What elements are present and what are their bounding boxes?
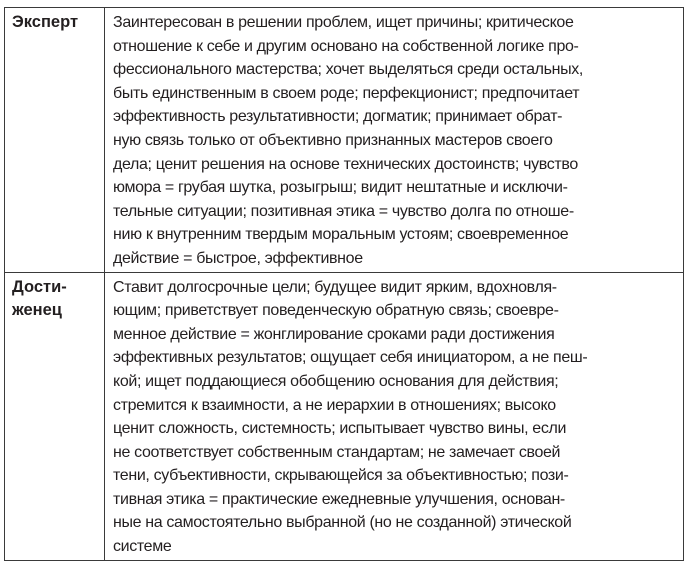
description-line: менное действие = жонглирование сроками ради достижения [113, 325, 555, 343]
description-line: дела; ценит решения на основе технических достоинств; чувство [113, 155, 578, 173]
description-line: не соответствует собственным стандартам; не замечает своей [113, 443, 561, 461]
description-line: нию к внутренним твердым моральным устоям; своевременное [113, 226, 569, 244]
description-line: ные на самостоятельно выбранной (но не созданной) этической [113, 514, 572, 532]
description-line: стремится к взаимности, а не иерархии в отношениях; высоко [113, 396, 556, 414]
description-line: Заинтересован в решении проблем, ищет причины; критическое [113, 14, 574, 31]
term-label: женец [12, 301, 62, 320]
description-line: Ставит долгосрочные цели; будущее видит ярким, вдохновля- [113, 278, 557, 296]
description-line: кой; ищет поддающиеся обобщению основания для действия; [113, 372, 559, 390]
description-line: тельные ситуации; позитивная этика = чувство долга по отноше- [113, 202, 574, 220]
description-line: эффективных результатов; ощущает себя инициатором, а не пеш- [113, 349, 588, 367]
description-line: тени, субъективности, скрывающейся за объективностью; пози- [113, 467, 569, 485]
description-line: ценит сложность, системность; испытывает чувство вины, если [113, 420, 567, 438]
description-line: тивная этика = практические ежедневные улучшения, основан- [113, 490, 565, 508]
description-cell [105, 272, 684, 560]
description-line: быть единственным в своем роде; перфекционист; предпочитает [113, 84, 580, 102]
description-line: ную связь только от объективно признанных мастеров своего [113, 131, 553, 149]
description-line: системе [113, 538, 172, 556]
description-line: фессионального мастерства; хочет выделяться среди остальных, [113, 61, 584, 79]
description-line: эффективность результативности; догматик; принимает обрат- [113, 108, 563, 126]
description-cell [105, 8, 684, 273]
term-cell [5, 272, 105, 560]
table-row-expert [5, 8, 684, 273]
description-line: юмора = грубая шутка, розыгрыш; видит нештатные и исключи- [113, 179, 568, 197]
description-line: действие = быстрое, эффективное [113, 249, 363, 267]
types-table [4, 7, 684, 561]
description-line: отношение к себе и другим основано на собственной логике про- [113, 37, 579, 55]
table-row-achiever [5, 272, 684, 560]
term-label: Эксперт [12, 13, 79, 31]
term-cell [5, 8, 105, 273]
term-label: Дости- [12, 277, 67, 296]
description-line: ющим; приветствует поведенческую обратную связь; своевре- [113, 302, 559, 320]
